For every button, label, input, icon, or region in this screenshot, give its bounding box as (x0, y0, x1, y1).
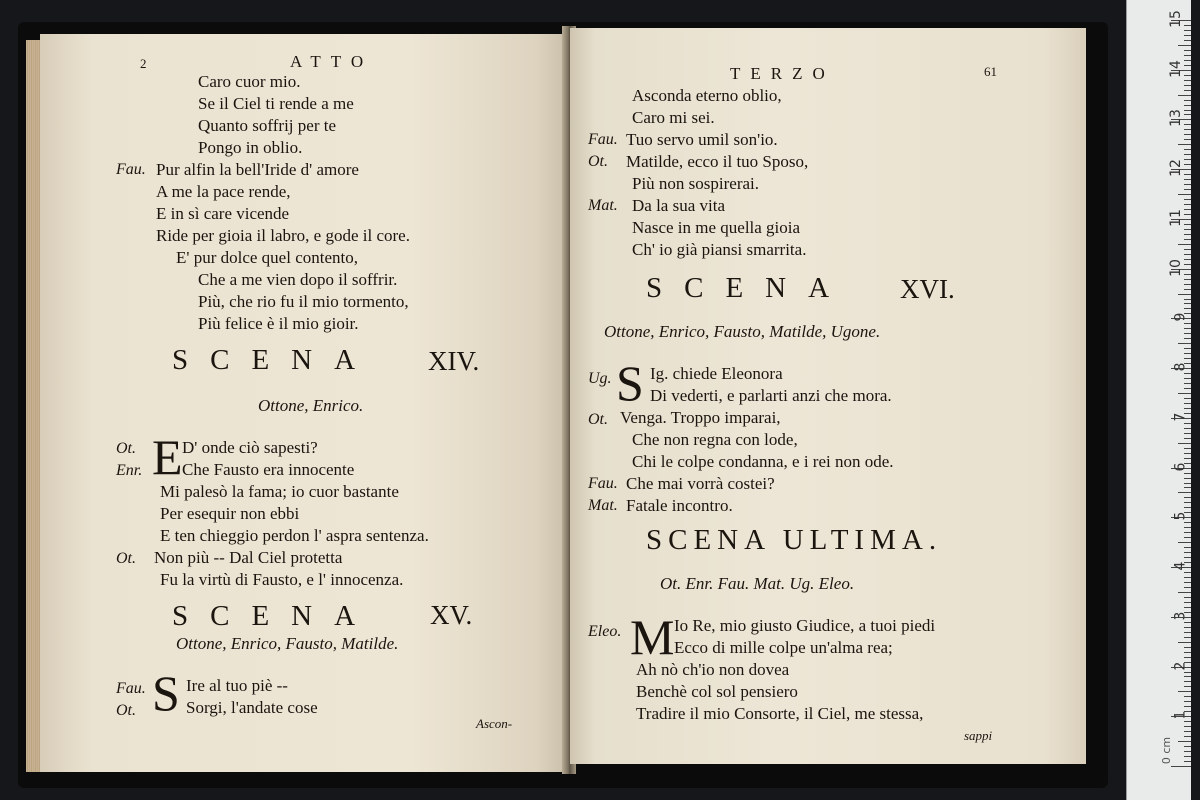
verse-line: Nasce in me quella gioia (632, 218, 801, 237)
ruler-tick (1178, 244, 1191, 245)
ruler-tick (1184, 587, 1191, 588)
ruler-tick (1184, 229, 1191, 230)
ruler-tick (1184, 55, 1191, 56)
ruler-tick (1184, 80, 1191, 81)
ruler-tick (1184, 129, 1191, 130)
verse-line: Più non sospirerai. (632, 174, 760, 193)
ruler-tick (1184, 552, 1191, 553)
ruler-tick (1178, 691, 1191, 692)
ruler-tick (1178, 443, 1191, 444)
ruler-number: 3 (1172, 611, 1189, 621)
ruler-tick (1184, 358, 1191, 359)
ruler-tick (1184, 547, 1191, 548)
ruler-tick (1184, 731, 1191, 732)
verse-line: Fatale incontro. (626, 496, 733, 515)
verse-line: D' onde ciò sapesti? (182, 438, 318, 457)
speaker-label: Fau. (588, 131, 618, 148)
ruler-tick (1184, 199, 1191, 200)
ruler-tick (1184, 373, 1191, 374)
verse-line: Fu la virtù di Fausto, e l' innocenza. (160, 570, 404, 589)
drop-capital: E (152, 429, 183, 485)
ruler-tick (1184, 652, 1191, 653)
verse-line: Ch' io già piansi smarrita. (632, 240, 807, 259)
ruler-tick (1184, 353, 1191, 354)
verse-line: Se il Ciel ti rende a me (198, 94, 354, 113)
ruler-tick (1178, 592, 1191, 593)
ruler-tick (1184, 323, 1191, 324)
ruler-tick (1184, 149, 1191, 150)
verse-line: Che a me vien dopo il soffrir. (198, 270, 398, 289)
ruler-unit-label: 0 cm (1160, 736, 1174, 765)
ruler-tick (1184, 607, 1191, 608)
ruler-number: 1 (1172, 710, 1189, 720)
ruler-tick (1184, 676, 1191, 677)
ruler-tick (1184, 338, 1191, 339)
ruler-tick (1184, 597, 1191, 598)
ruler-tick (1178, 194, 1191, 195)
ruler-tick (1184, 751, 1191, 752)
ruler-tick (1184, 159, 1191, 160)
ruler-tick (1184, 473, 1191, 474)
ruler-tick (1184, 279, 1191, 280)
ruler-tick (1184, 328, 1191, 329)
ruler-tick (1184, 35, 1191, 36)
ruler-tick (1184, 65, 1191, 66)
ruler-tick (1184, 333, 1191, 334)
ruler-tick (1184, 383, 1191, 384)
ruler-tick (1184, 274, 1191, 275)
ruler-tick (1184, 577, 1191, 578)
ruler-tick (1184, 637, 1191, 638)
ruler-number: 8 (1172, 362, 1189, 372)
ruler-tick (1184, 378, 1191, 379)
ruler-tick (1184, 537, 1191, 538)
right-page (570, 28, 1086, 764)
verse-line: Asconda eterno oblio, (632, 86, 782, 105)
verse-line: A me la pace rende, (156, 182, 291, 201)
ruler-tick (1184, 701, 1191, 702)
ruler-number: 11 (1168, 209, 1185, 227)
verse-line: Non più -- Dal Ciel protetta (154, 548, 343, 567)
verse-line: Matilde, ecco il tuo Sposo, (626, 152, 809, 171)
ruler-tick (1184, 478, 1191, 479)
verse-line: Venga. Troppo imparai, (620, 408, 781, 427)
verse-line: Sorgi, l'andate cose (186, 698, 318, 717)
verse-line: Più felice è il mio gioir. (198, 314, 359, 333)
ruler-tick (1184, 458, 1191, 459)
page-number: 61 (984, 64, 997, 79)
ruler-tick (1184, 40, 1191, 41)
ruler-tick (1184, 398, 1191, 399)
ruler-tick (1184, 746, 1191, 747)
ruler-tick (1184, 179, 1191, 180)
ruler-number: 6 (1172, 462, 1189, 472)
speaker-label: Ot. (116, 550, 136, 567)
ruler-tick (1184, 239, 1191, 240)
ruler-tick (1184, 60, 1191, 61)
ruler-tick (1184, 299, 1191, 300)
scene-characters: Ottone, Enrico. (258, 396, 364, 415)
ruler-tick (1184, 686, 1191, 687)
ruler-tick (1184, 209, 1191, 210)
ruler-tick (1184, 224, 1191, 225)
ruler-tick (1184, 483, 1191, 484)
ruler-tick (1184, 647, 1191, 648)
ruler-number: 13 (1168, 109, 1185, 128)
speaker-label: Fau. (116, 161, 146, 178)
ruler-number: 5 (1172, 511, 1189, 521)
ruler-tick (1184, 110, 1191, 111)
ruler-tick (1184, 602, 1191, 603)
verse-line: Mi palesò la fama; io cuor bastante (160, 482, 399, 501)
ruler-tick (1184, 234, 1191, 235)
speaker-label: Eleo. (588, 623, 622, 640)
ruler-tick (1184, 184, 1191, 185)
scene-number: XVI. (900, 274, 955, 304)
ruler-tick (1178, 95, 1191, 96)
ruler-tick (1184, 254, 1191, 255)
speaker-label: Enr. (116, 462, 143, 479)
left-page (40, 34, 568, 772)
ruler-tick (1178, 144, 1191, 145)
speaker-label: Ug. (588, 370, 612, 387)
running-header: ATTO (290, 52, 374, 71)
ruler-tick (1184, 348, 1191, 349)
ruler-tick (1184, 85, 1191, 86)
ruler-tick (1184, 154, 1191, 155)
ruler-tick (1184, 622, 1191, 623)
ruler-number: 7 (1172, 412, 1189, 422)
verse-line: E in sì care vicende (156, 204, 290, 223)
verse-line: Che Fausto era innocente (182, 460, 355, 479)
ruler-tick (1184, 681, 1191, 682)
ruler-number: 9 (1172, 312, 1189, 322)
verse-line: Che mai vorrà costei? (626, 474, 775, 493)
ruler-tick (1184, 672, 1191, 673)
ruler-tick (1184, 706, 1191, 707)
catchword: sappi (964, 728, 993, 743)
ruler-tick (1184, 164, 1191, 165)
ruler-tick (1184, 189, 1191, 190)
ruler-tick (1184, 50, 1191, 51)
speaker-label: Fau. (588, 475, 618, 492)
scene-heading: SCENA (172, 344, 378, 376)
verse-line: Pongo in oblio. (198, 138, 303, 157)
verse-line: Di vederti, e parlarti anzi che mora. (650, 386, 892, 405)
ruler-tick (1184, 289, 1191, 290)
ruler-tick (1184, 90, 1191, 91)
ruler-tick (1184, 134, 1191, 135)
ruler-number: 10 (1168, 258, 1185, 277)
ruler-tick (1171, 766, 1191, 767)
ruler-tick (1184, 438, 1191, 439)
scene-characters: Ottone, Enrico, Fausto, Matilde, Ugone. (604, 322, 881, 341)
verse-line: Tuo servo umil son'io. (626, 130, 778, 149)
verse-line: Chi le colpe condanna, e i rei non ode. (632, 452, 894, 471)
ruler-tick (1178, 492, 1191, 493)
verse-line: Caro mi sei. (632, 108, 715, 127)
measurement-ruler (1126, 0, 1191, 800)
ruler-tick (1184, 627, 1191, 628)
ruler-tick (1184, 507, 1191, 508)
ruler-tick (1184, 114, 1191, 115)
verse-line: Ecco di mille colpe un'alma rea; (674, 638, 893, 657)
ruler-tick (1184, 532, 1191, 533)
scene-number: XV. (430, 600, 473, 630)
verse-line: Ride per gioia il labro, e gode il core. (156, 226, 410, 245)
drop-capital: M (630, 609, 675, 665)
verse-line: Che non regna con lode, (632, 430, 798, 449)
ruler-tick (1184, 448, 1191, 449)
speaker-label: Ot. (116, 440, 136, 457)
drop-capital: S (152, 665, 180, 721)
scene-characters: Ot. Enr. Fau. Mat. Ug. Eleo. (660, 574, 855, 593)
ruler-tick (1184, 502, 1191, 503)
ruler-tick (1184, 308, 1191, 309)
ruler-tick (1184, 214, 1191, 215)
ruler-tick (1184, 632, 1191, 633)
speaker-label: Ot. (116, 702, 136, 719)
ruler-number: 12 (1168, 159, 1185, 178)
speaker-label: Ot. (588, 153, 608, 170)
speaker-label: Fau. (116, 680, 146, 697)
verse-line: Ire al tuo piè -- (186, 676, 288, 695)
verse-line: Da la sua vita (632, 196, 725, 215)
ruler-tick (1184, 428, 1191, 429)
ruler-tick (1184, 408, 1191, 409)
verse-line: Caro cuor mio. (198, 72, 301, 91)
ruler-tick (1184, 124, 1191, 125)
speaker-label: Ot. (588, 411, 608, 428)
ruler-tick (1184, 756, 1191, 757)
ruler-tick (1184, 572, 1191, 573)
ruler-tick (1178, 294, 1191, 295)
ruler-tick (1184, 388, 1191, 389)
ruler-tick (1184, 423, 1191, 424)
ruler-tick (1184, 75, 1191, 76)
page-number: 2 (140, 56, 147, 71)
ruler-tick (1184, 761, 1191, 762)
verse-line: E' pur dolce quel contento, (176, 248, 358, 267)
ruler-tick (1184, 433, 1191, 434)
ruler-tick (1184, 100, 1191, 101)
ruler-number: 14 (1168, 59, 1185, 78)
ruler-tick (1178, 642, 1191, 643)
verse-line: Pur alfin la bell'Iride d' amore (156, 160, 359, 179)
verse-line: Benchè col sol pensiero (636, 682, 798, 701)
ruler-tick (1178, 741, 1191, 742)
ruler-tick (1184, 696, 1191, 697)
ruler-tick (1184, 487, 1191, 488)
ruler-tick (1184, 736, 1191, 737)
ruler-tick (1178, 45, 1191, 46)
ruler-tick (1184, 522, 1191, 523)
scene-heading: SCENA (646, 272, 852, 304)
ruler-tick (1184, 527, 1191, 528)
scene-heading: SCENA ULTIMA. (646, 524, 943, 556)
verse-line: Quanto soffrij per te (198, 116, 337, 135)
ruler-tick (1178, 393, 1191, 394)
verse-line: Tradire il mio Consorte, il Ciel, me stessa, (636, 704, 924, 723)
verse-line: Per esequir non ebbi (160, 504, 300, 523)
verse-line: Ah nò ch'io non dovea (636, 660, 790, 679)
ruler-number: 15 (1168, 10, 1185, 28)
ruler-tick (1184, 557, 1191, 558)
ruler-tick (1184, 264, 1191, 265)
ruler-tick (1184, 284, 1191, 285)
verse-line: E ten chieggio perdon l' aspra sentenza. (160, 526, 429, 545)
ruler-tick (1184, 657, 1191, 658)
speaker-label: Mat. (588, 497, 618, 514)
ruler-tick (1184, 497, 1191, 498)
ruler-number: 2 (1172, 661, 1189, 670)
ruler-tick (1184, 25, 1191, 26)
speaker-label: Mat. (588, 197, 618, 214)
ruler-tick (1184, 105, 1191, 106)
ruler-tick (1184, 582, 1191, 583)
ruler-tick (1178, 542, 1191, 543)
ruler-tick (1184, 453, 1191, 454)
drop-capital: S (616, 355, 644, 411)
verse-line: Ig. chiede Eleonora (650, 364, 783, 383)
ruler-tick (1178, 343, 1191, 344)
ruler-tick (1184, 249, 1191, 250)
ruler-tick (1184, 403, 1191, 404)
ruler-tick (1184, 303, 1191, 304)
running-header: TERZO (730, 64, 835, 83)
ruler-tick (1184, 726, 1191, 727)
verse-line: Più, che rio fu il mio tormento, (198, 292, 409, 311)
scene-heading: SCENA (172, 600, 378, 632)
ruler-tick (1184, 30, 1191, 31)
catchword: Ascon- (476, 716, 513, 731)
scene-characters: Ottone, Enrico, Fausto, Matilde. (176, 634, 399, 653)
ruler-tick (1184, 139, 1191, 140)
ruler-tick (1184, 204, 1191, 205)
ruler-number: 4 (1172, 561, 1189, 571)
scene-number: XIV. (428, 346, 480, 376)
ruler-tick (1184, 259, 1191, 260)
ruler-tick (1184, 174, 1191, 175)
ruler-tick (1184, 721, 1191, 722)
verse-line: Io Re, mio giusto Giudice, a tuoi piedi (674, 616, 936, 635)
